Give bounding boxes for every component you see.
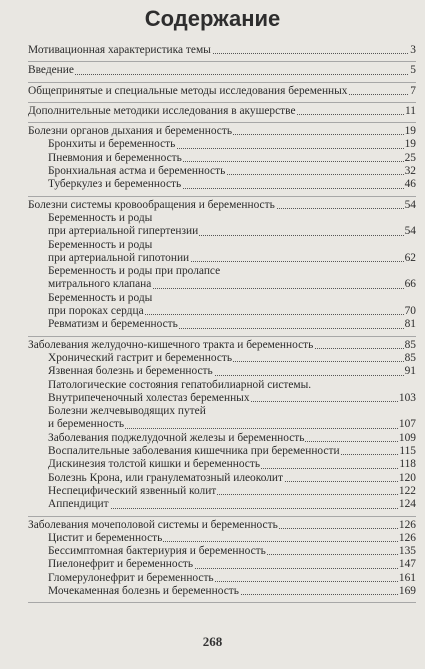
toc-entry-title: Мотивационная характеристика темы	[28, 44, 211, 56]
toc-entry	[28, 64, 416, 77]
toc-entry-title: Неспецифический язвенный колит	[48, 484, 217, 497]
toc-subentry	[48, 558, 416, 571]
toc-page-number: 109	[398, 431, 416, 444]
toc-entry-title: Ревматизм и беременность	[48, 318, 178, 331]
toc-subentry	[48, 165, 416, 178]
toc-page-number: 19	[404, 125, 416, 138]
toc-entry-title: Заболевания желудочно-кишечного тракта и беременность	[28, 338, 314, 351]
toc-subentry	[48, 138, 416, 151]
toc-page-number: 126	[398, 531, 416, 544]
toc-subentry	[48, 585, 416, 598]
toc-subentry	[48, 265, 416, 278]
toc-page-number: 85	[404, 351, 416, 364]
toc-entry-title: Пневмония и беременность	[48, 151, 182, 164]
toc-entry	[28, 519, 416, 532]
toc-page-number: 91	[404, 365, 416, 378]
toc-section	[28, 123, 416, 196]
toc-entry	[28, 44, 416, 57]
table-of-contents	[28, 42, 416, 603]
toc-page-number: 115	[399, 445, 416, 458]
toc-subentry	[48, 225, 416, 238]
toc-subentry	[48, 352, 416, 365]
toc-subentry	[48, 292, 416, 305]
toc-subentry	[48, 178, 416, 191]
toc-subentry	[48, 318, 416, 331]
toc-entry-title: Беременность и роды	[48, 291, 153, 304]
toc-page-number: 135	[398, 545, 416, 558]
toc-page-number: 169	[398, 584, 416, 597]
toc-section	[28, 197, 416, 337]
toc-subentry	[48, 498, 416, 511]
toc-section	[28, 83, 416, 103]
toc-page-number: 124	[398, 498, 416, 511]
toc-entry-title: Цистит и беременность	[48, 531, 163, 544]
toc-entry-title: при артериальной гипертензии	[48, 225, 199, 238]
toc-subentry	[48, 239, 416, 252]
toc-entry-title: Общепринятые и специальные методы исследования беременных	[28, 84, 348, 97]
toc-page-number: 107	[398, 418, 416, 431]
toc-entry	[28, 199, 416, 212]
toc-subentry	[48, 305, 416, 318]
toc-entry-title: Туберкулез и беременность	[48, 178, 182, 191]
toc-entry	[28, 339, 416, 352]
toc-page-number: 19	[404, 138, 416, 151]
toc-entry-title: Аппендицит	[48, 498, 109, 511]
toc-section	[28, 517, 416, 604]
toc-entry	[28, 105, 416, 118]
toc-entry-title: Бронхиты и беременность	[48, 138, 176, 151]
toc-entry-title: Мочекаменная болезнь и беременность	[48, 584, 239, 597]
toc-page-number: 147	[398, 558, 416, 571]
toc-entry-title: Болезни желчевыводящих путей	[48, 405, 206, 418]
toc-entry-title: Гломерулонефрит и беременность	[48, 571, 214, 584]
toc-page-number: 54	[404, 198, 416, 211]
toc-page-number: 66	[404, 278, 416, 291]
toc-entry-title: митрального клапана	[48, 278, 152, 291]
toc-subentry	[48, 445, 416, 458]
toc-subentry	[48, 545, 416, 558]
toc-entry-title: и беременность	[48, 418, 125, 431]
toc-entry-title: Болезнь Крона, или гранулематозный илеоколит	[48, 471, 284, 484]
toc-section	[28, 103, 416, 123]
toc-section	[28, 42, 416, 62]
page-number: 268	[202, 634, 223, 649]
toc-page-number: 7	[410, 84, 416, 97]
toc-entry-title: Патологические состояния гепатобилиарной системы.	[48, 378, 312, 391]
toc-page-number: 126	[398, 518, 416, 531]
toc-subentry	[48, 485, 416, 498]
toc-page-number: 54	[404, 225, 416, 238]
toc-page-number: 122	[398, 484, 416, 497]
toc-page-number: 25	[404, 151, 416, 164]
toc-entry-title: Внутрипеченочный холестаз беременных	[48, 391, 250, 404]
toc-entry-title: Беременность и роды	[48, 211, 153, 224]
toc-entry-title: Воспалительные заболевания кишечника при беременности	[48, 445, 340, 458]
toc-page-number: 85	[404, 338, 416, 351]
toc-entry-title: Заболевания мочеполовой системы и беременность	[28, 518, 278, 531]
toc-entry-title: Хронический гастрит и беременность	[48, 351, 233, 364]
toc-page-number: 32	[404, 165, 416, 178]
toc-subentry	[48, 432, 416, 445]
toc-subentry	[48, 212, 416, 225]
page-title: Содержание	[144, 6, 281, 31]
toc-entry-title: Введение	[28, 64, 74, 77]
toc-subentry	[48, 365, 416, 378]
toc-subentry	[48, 458, 416, 471]
toc-entry-title: Дополнительные методики исследования в акушерстве	[28, 104, 296, 117]
toc-entry-title: Пиелонефрит и беременность	[48, 558, 194, 571]
toc-page-number: 161	[398, 571, 416, 584]
toc-page-number: 46	[404, 178, 416, 191]
toc-subentry	[48, 532, 416, 545]
toc-entry-title: Язвенная болезнь и беременность	[48, 365, 213, 378]
toc-page-number: 70	[404, 305, 416, 318]
toc-entry	[28, 85, 416, 98]
toc-subentry	[48, 278, 416, 291]
toc-entry-title: Дискинезия толстой кишки и беременность	[48, 458, 261, 471]
toc-section	[28, 62, 416, 82]
toc-entry-title: Болезни органов дыхания и беременность	[28, 125, 233, 138]
toc-page-number: 62	[404, 251, 416, 264]
toc-page-number: 81	[404, 318, 416, 331]
toc-subentry	[48, 379, 416, 392]
toc-entry-title: Болезни системы кровообращения и беременность	[28, 198, 275, 211]
toc-entry	[28, 125, 416, 138]
toc-subentry	[48, 472, 416, 485]
toc-page-number: 11	[405, 104, 416, 117]
toc-page-number: 120	[398, 471, 416, 484]
toc-page-number: 103	[398, 391, 416, 404]
toc-subentry	[48, 152, 416, 165]
toc-entry-title: Беременность и роды	[48, 238, 153, 251]
toc-page-number: 118	[399, 458, 416, 471]
toc-subentry	[48, 392, 416, 405]
toc-subentry	[48, 252, 416, 265]
toc-subentry	[48, 418, 416, 431]
toc-entry-title: Заболевания поджелудочной железы и беременность	[48, 431, 305, 444]
toc-entry-title: Бронхиальная астма и беременность	[48, 165, 226, 178]
toc-page-number: 5	[410, 64, 416, 77]
toc-page-number: 3	[410, 44, 416, 56]
toc-subentry	[48, 572, 416, 585]
toc-entry-title: при пороках сердца	[48, 305, 144, 318]
toc-entry-title: Бессимптомная бактериурия и беременность	[48, 545, 266, 558]
toc-entry-title: Беременность и роды при пролапсе	[48, 265, 221, 278]
toc-section	[28, 337, 416, 517]
toc-entry-title: при артериальной гипотонии	[48, 251, 190, 264]
toc-subentry	[48, 405, 416, 418]
